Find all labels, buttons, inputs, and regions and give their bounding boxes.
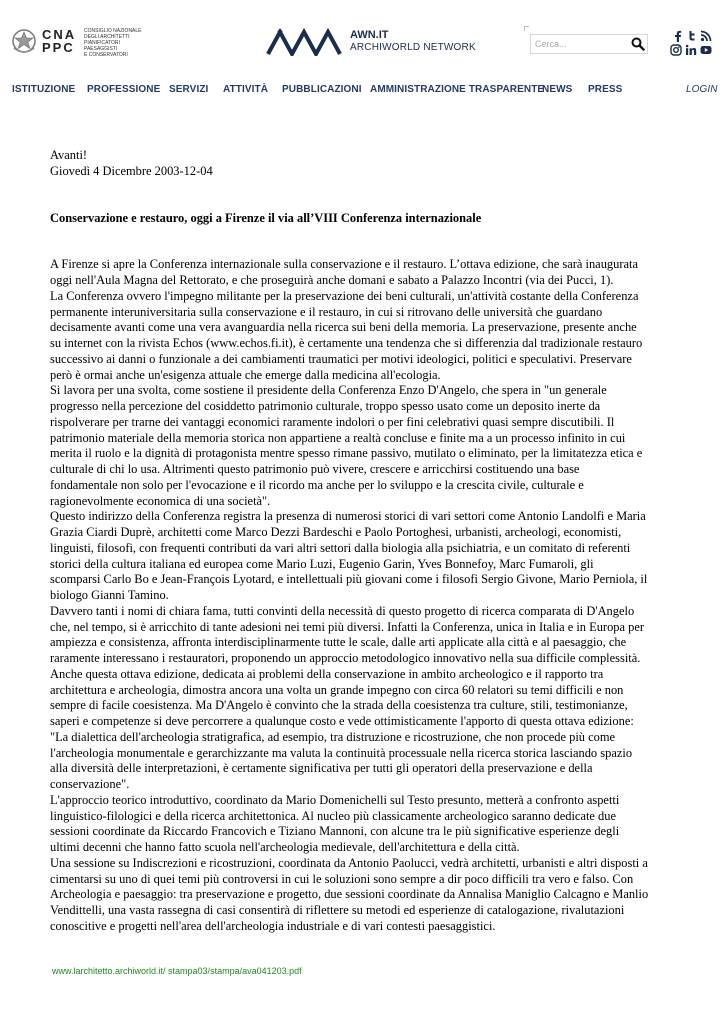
article-line: l'archeologia monumentale e gerarchizzante ma valuta la continuità processuale nella ricerca storica lasciando spazio xyxy=(50,745,633,760)
source-url-link[interactable]: www.larchitetto.archiworld.it/ stampa03/stampa/ava041203.pdf xyxy=(52,966,302,976)
article-line: Anche questa ottava edizione, dedicata ai problemi della conservazione in ambito archeologico e il rapporto tra xyxy=(50,666,604,681)
article-line: scomparsi Carlo Bo e Jean-François Lyotard, e intellettuali più giovani come i filosofi Sergio Givone, Mario Perniola, il xyxy=(50,572,648,587)
article-line: ultimi decenni che hanno fatto scuola nell'archeologia medievale, dell'architettura e della città. xyxy=(50,840,520,854)
article-line: La Conferenza ovvero l'impegno militante per la preservazione dei beni culturali, un'attività costante della Conferenza xyxy=(50,288,639,303)
nav-item-istituzione[interactable]: ISTITUZIONE xyxy=(12,84,76,95)
article-line: cimentarsi su uno di quei temi più controversi in cui le soluzioni sono sempre a dir poco difficili tra vero e falso. Con xyxy=(50,871,634,886)
search-box xyxy=(530,34,648,54)
facebook-icon[interactable] xyxy=(672,30,684,42)
article-line: merita il ruolo e la dignità di protagonista mentre spesso rimane passivo, mutilato o eliminato, per la limitatezza etica e xyxy=(50,446,643,461)
article-line: successivo ai danni o funzionale a dei cambiamenti traumatici per motivi ideologici, politici e speculativi. Preservare xyxy=(50,351,632,366)
awn-title: AWN.IT xyxy=(350,29,389,41)
article-line: Vendittelli, una vasta rassegna di casi consentirà di riflettere su metodi ed esperienze di catalogazione, rivalutazioni xyxy=(50,903,625,917)
article-line: "La dialettica dell'archeologia stratigrafica, ad esempio, tra distruzione e ricostruzione, che non procede più come xyxy=(50,729,616,744)
article-line: ragionevolmente economica di una società". xyxy=(50,493,271,508)
italian-emblem-icon xyxy=(10,26,38,56)
article-line: A Firenze si apre la Conferenza internazionale sulla conservazione e il restauro. L’ottava edizione, che sarà inaugurata xyxy=(50,257,638,272)
article-line: però è ormai anche un'esigenza attuale che emerge dalla medicina all'ecologia. xyxy=(50,367,441,382)
search-input[interactable] xyxy=(531,35,630,53)
nav-item-pubblicazioni[interactable]: PUBBLICAZIONI xyxy=(282,84,362,95)
council-line: DEGLI ARCHITETTI xyxy=(84,34,130,40)
login-link[interactable]: LOGIN xyxy=(686,84,718,95)
article-line: su internet con la rivista Echos (www.echos.fi.it), è certamente una tendenza che si differenzia dal tradizionale restauro xyxy=(50,336,643,350)
nav-item-amministrazione-trasparente[interactable]: AMMINISTRAZIONE TRASPARENTE xyxy=(370,84,545,95)
article-line: fondamentale non solo per l'evocazione e il ricordo ma anche per lo sviluppo e la crescita civile, culturale e xyxy=(50,477,584,492)
article-line: che, nel tempo, si è arricchito di tante adesioni nei temi più diversi. Infatti la Conferenza, unica in Italia e in Europa per xyxy=(50,619,645,634)
twitter-icon[interactable] xyxy=(686,30,698,42)
cnappc-letters-top: CNA xyxy=(42,27,77,42)
article-date: Giovedì 4 Dicembre 2003-12-04 xyxy=(50,163,213,178)
article-line: Si lavora per una svolta, come sostiene il presidente della Conferenza Enzo D'Angelo, che spera in "un generale xyxy=(50,383,607,398)
rss-icon[interactable] xyxy=(700,30,712,42)
article-line: sessioni coordinate da Riccardo Francovich e Tiziano Mannoni, con alcune tra le più significative esperienze degli xyxy=(50,824,620,839)
article-line: sempre di facile coesistenza. Ma D'Angelo è convinto che la strada della coesistenza tra culture, stili, testimonianze, xyxy=(50,698,628,713)
article-line: oggi nell'Aula Magna del Rettorato, e che proseguirà anche domani e sabato a Palazzo Incontri (via dei Pucci, 1). xyxy=(50,273,614,287)
article-line: linguisti, filosofi, con frequenti contributi da vari altri settori dalla biologia alla psichiatria, e un comitato di referenti xyxy=(50,540,631,555)
article xyxy=(50,148,682,935)
article-line: conservazione". xyxy=(50,777,130,791)
council-line: E CONSERVATORI xyxy=(84,52,128,58)
article-line: raramente interessano i restauratori, proponendo un approccio metodologico innovativo nella sua difficile complessità. xyxy=(50,651,641,665)
cnappc-letters-bottom: PPC xyxy=(42,40,75,55)
linkedin-icon[interactable] xyxy=(685,44,697,56)
article-line: Questo indirizzo della Conferenza registra la presenza di numerosi storici di vari settori come Antonio Landolfi e Maria xyxy=(50,509,646,524)
nav-item-professione[interactable]: PROFESSIONE xyxy=(87,84,161,95)
youtube-icon[interactable] xyxy=(700,44,712,56)
article-line: architettura e archeologia, dimostra ancora una volta un grande impegno con circa 60 relatori su temi difficili e non xyxy=(50,682,624,697)
article-line: patrimonio materiale della memoria storica non appartiene a realtà concluse e finite ma a un processo infinito in cui xyxy=(50,430,626,445)
article-line: decisamente avanti come una vera avanguardia nella ricerca sui beni della memoria. La preservazione, presente anche xyxy=(50,320,637,335)
article-line: progresso nella percezione del cosiddetto patrimonio culturale, troppo spesso usato come un deposito inerte da xyxy=(50,399,601,413)
cnappc-letters xyxy=(42,28,76,54)
article-line: Davvero tanti i nomi di chiara fama, tutti convinti della necessità di questo progetto di ricerca comparata di D'Angelo xyxy=(50,603,635,618)
council-line: PIANIFICATORI xyxy=(84,40,120,46)
article-body xyxy=(50,257,682,934)
article-line: culturale di chi lo usa. Altrimenti questo patrimonio può vivere, crescere e arricchirsi costituendo una base xyxy=(50,462,580,476)
awn-mark-icon xyxy=(266,28,342,56)
article-line: rispolverare per trarne dei vantaggi economici raramente indolori o per fini celebrativi quasi sempre discutibili. Il xyxy=(50,414,615,429)
nav-item-news[interactable]: NEWS xyxy=(542,84,573,95)
main-nav xyxy=(0,82,726,100)
article-line: Una sessione su Indiscrezioni e ricostruzioni, coordinata da Antonio Paolucci, vedrà architetti, urbanisti e altri disposti a xyxy=(50,855,648,870)
article-line: Grazia Ciardi Duprè, architetti come Marco Dezzi Bardeschi e Paolo Portoghesi, urbanisti, archeologi, economisti, xyxy=(50,525,622,539)
article-line: Archeologia e paesaggio: tra preservazione e progetto, due sessioni coordinate da Annalisa Maniglio Calcagno e Manlio xyxy=(50,887,649,902)
instagram-icon[interactable] xyxy=(670,44,682,56)
article-line: permanente interuniversitaria sulla conservazione e il restauro, in cui si ritrovano delle università che guardano xyxy=(50,304,603,319)
social-links xyxy=(668,30,716,58)
awn-logo[interactable] xyxy=(266,26,476,58)
article-line: alla diversità delle interpretazioni, è certamente significativa per tutti gli operatori della preservazione e della xyxy=(50,761,593,776)
nav-item-attivita[interactable]: ATTIVITÀ xyxy=(223,84,269,95)
spacer xyxy=(50,180,682,211)
article-line: conoscitive e progetti nell'area dell'archeologia industriale e di vari contesti paesaggistici. xyxy=(50,918,496,933)
nav-item-press[interactable]: PRESS xyxy=(588,84,623,95)
council-line: PAESAGGISTI xyxy=(84,46,118,52)
council-name xyxy=(84,28,154,58)
article-source: Avanti! xyxy=(50,148,88,162)
article-line: linguistico-filologici e della ricerca architettonica. Al nucleo più classicamente archeologico saranno dedicate due xyxy=(50,808,617,823)
article-line: biologo Gianni Tamino. xyxy=(50,588,169,602)
awn-subtitle: ARCHIWORLD NETWORK xyxy=(350,42,476,53)
nav-item-servizi[interactable]: SERVIZI xyxy=(169,84,209,95)
cnappc-logo[interactable] xyxy=(10,26,150,58)
article-line: storici della cultura italiana ed europea come Mario Luzi, Eugenio Garin, Yves Bonnefoy, Marc Fumaroli, gli xyxy=(50,556,594,571)
corner-mark xyxy=(524,26,529,31)
spacer xyxy=(50,226,682,257)
article-line: L'approccio teorico introduttivo, coordinato da Mario Domenichelli sul Testo presunto, metterà a confronto aspetti xyxy=(50,792,620,807)
site-header xyxy=(0,0,726,68)
search-icon[interactable] xyxy=(631,37,645,51)
council-line: CONSIGLIO NAZIONALE xyxy=(84,28,142,34)
article-title: Conservazione e restauro, oggi a Firenze il via all’VIII Conferenza internazionale xyxy=(50,210,482,225)
article-line: ampiezza e consistenza, affronta interdisciplinarmente tutte le scale, dalle arti applicate alla città e al paesaggio, che xyxy=(50,635,627,650)
article-line: saperi e competenze si deve percorrere a qualunque costo e vede ottimisticamente l'apporto di questa ottava edizione: xyxy=(50,714,634,728)
